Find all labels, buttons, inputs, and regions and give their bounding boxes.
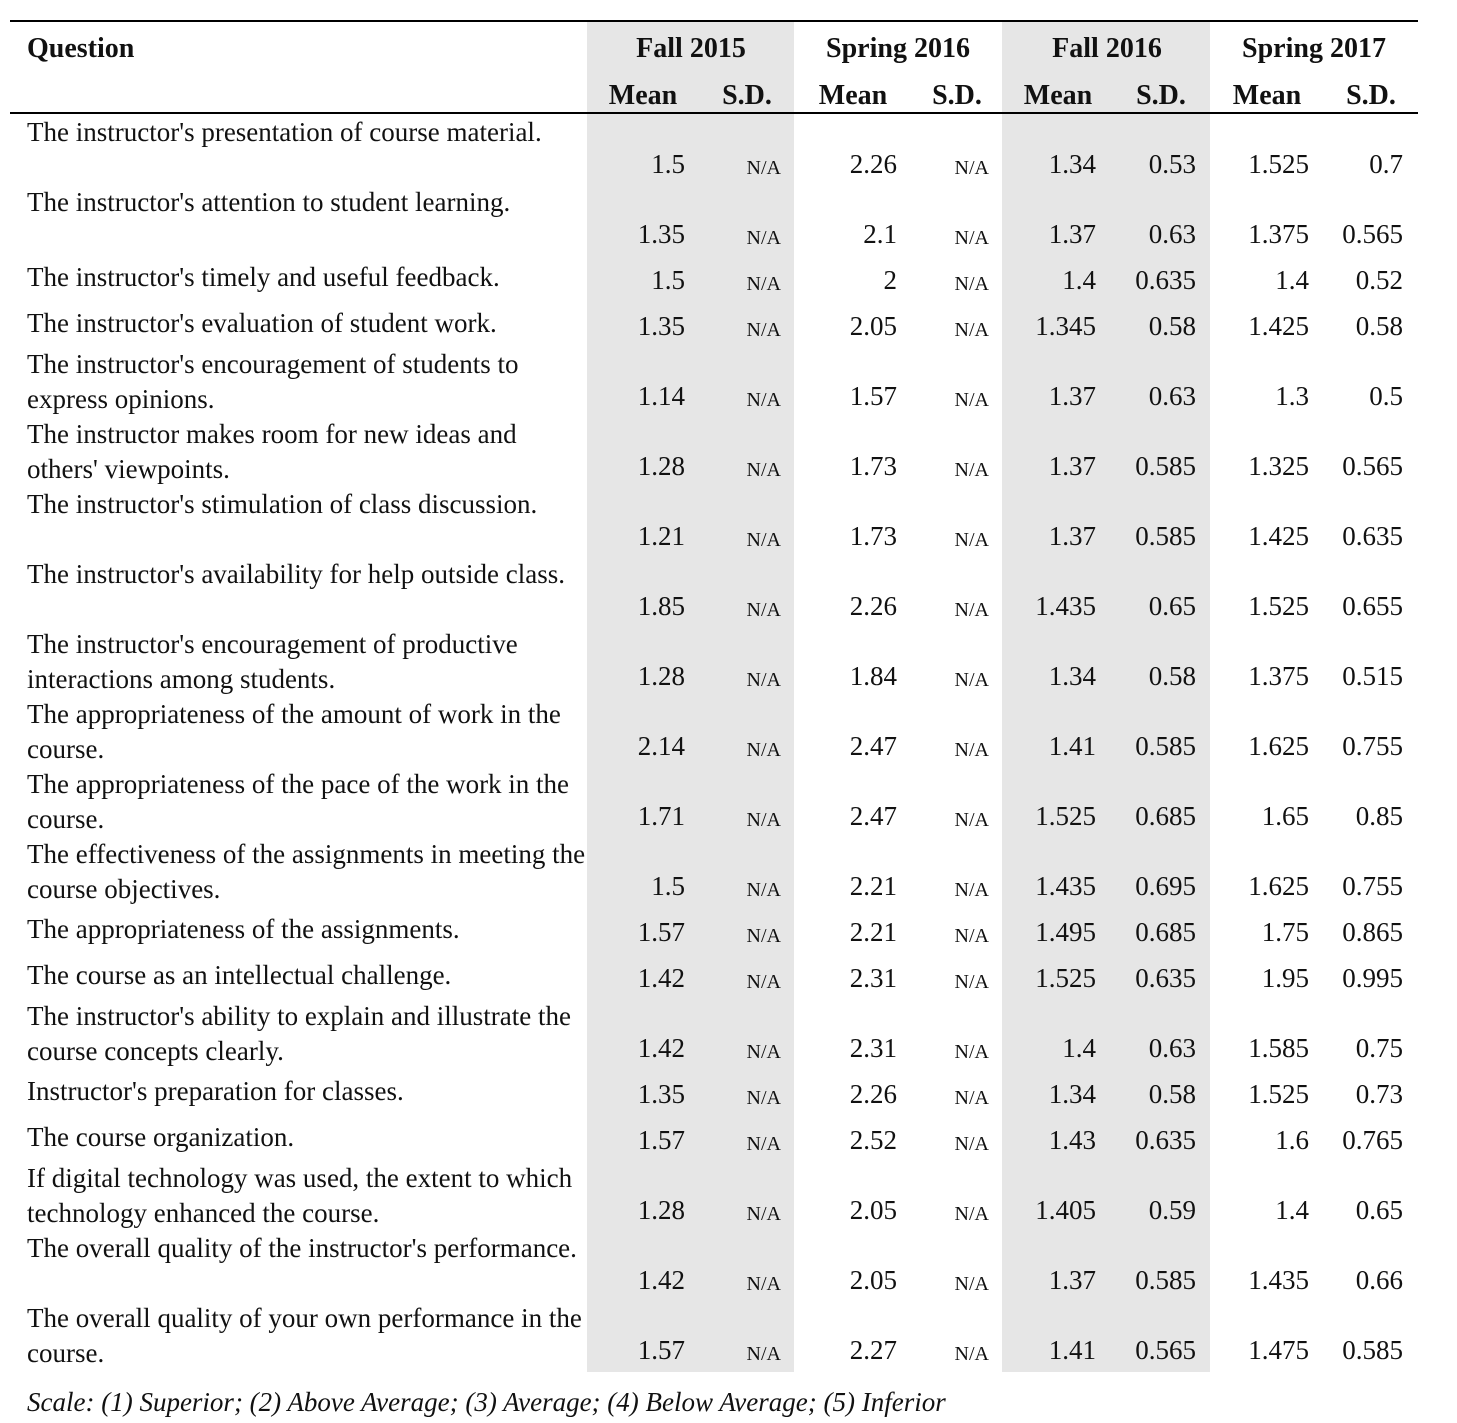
mean-cell: 1.475 — [1248, 1335, 1309, 1365]
mean-cell: 1.41 — [1048, 731, 1096, 761]
question-cell: The instructor's attention to student learning. — [27, 187, 511, 217]
mean-cell: 1.73 — [849, 521, 897, 551]
mean-cell: 2.1 — [863, 219, 897, 249]
sd-cell: 0.685 — [1135, 917, 1196, 947]
mean-subheader: Mean — [608, 80, 678, 111]
question-cell: The overall quality of the instructor's performance. — [27, 1233, 577, 1263]
mean-cell: 1.3 — [1275, 381, 1309, 411]
mean-cell: 1.4 — [1062, 265, 1096, 295]
sd-cell: N/A — [746, 739, 781, 761]
sd-cell: N/A — [746, 1087, 781, 1109]
mean-cell: 1.425 — [1248, 521, 1309, 551]
top-rule — [10, 20, 1418, 22]
mean-cell: 1.71 — [637, 801, 685, 831]
mean-cell: 1.495 — [1035, 917, 1096, 947]
question-cell: The appropriateness of the amount of work in the course. — [27, 699, 561, 764]
term-header: Spring 2017 — [1242, 33, 1386, 64]
mean-cell: 2.47 — [849, 731, 897, 761]
sd-cell: 0.58 — [1355, 311, 1403, 341]
question-cell: The instructor's presentation of course material. — [27, 117, 542, 147]
sd-cell: N/A — [746, 459, 781, 481]
mean-cell: 1.57 — [637, 1335, 685, 1365]
question-cell: The instructor makes room for new ideas and others' viewpoints. — [27, 419, 517, 484]
mean-cell: 1.525 — [1248, 1079, 1309, 1109]
sd-cell: N/A — [954, 599, 989, 621]
question-cell: The instructor's stimulation of class discussion. — [27, 489, 538, 519]
sd-cell: N/A — [746, 1343, 781, 1365]
sd-cell: N/A — [746, 319, 781, 341]
mean-cell: 2.47 — [849, 801, 897, 831]
mean-cell: 1.42 — [637, 963, 685, 993]
mean-cell: 1.345 — [1035, 311, 1096, 341]
mean-cell: 1.425 — [1248, 311, 1309, 341]
mean-cell: 1.4 — [1062, 1033, 1096, 1063]
sd-cell: N/A — [954, 319, 989, 341]
mean-cell: 1.525 — [1248, 149, 1309, 179]
sd-cell: 0.585 — [1135, 521, 1196, 551]
sd-cell: 0.565 — [1342, 219, 1403, 249]
term-header: Fall 2015 — [636, 33, 746, 64]
mean-cell: 2.52 — [849, 1125, 897, 1155]
mean-cell: 1.5 — [651, 871, 685, 901]
sd-cell: 0.63 — [1148, 219, 1196, 249]
mean-cell: 1.375 — [1248, 219, 1309, 249]
mean-cell: 1.6 — [1275, 1125, 1309, 1155]
sd-cell: N/A — [954, 809, 989, 831]
sd-cell: N/A — [746, 389, 781, 411]
mean-cell: 1.5 — [651, 149, 685, 179]
sd-cell: N/A — [746, 669, 781, 691]
mean-cell: 1.585 — [1248, 1033, 1309, 1063]
sd-cell: N/A — [746, 809, 781, 831]
mean-cell: 2.05 — [849, 1265, 897, 1295]
mean-cell: 1.37 — [1048, 381, 1096, 411]
mean-cell: 2.05 — [849, 1195, 897, 1225]
sd-cell: N/A — [954, 1087, 989, 1109]
sd-cell: N/A — [954, 227, 989, 249]
mean-cell: 1.37 — [1048, 219, 1096, 249]
sd-cell: 0.865 — [1342, 917, 1403, 947]
sd-cell: N/A — [954, 1273, 989, 1295]
mean-cell: 2.26 — [849, 591, 897, 621]
mean-cell: 1.28 — [637, 661, 685, 691]
sd-cell: N/A — [954, 669, 989, 691]
sd-cell: 0.63 — [1148, 1033, 1196, 1063]
sd-cell: N/A — [746, 925, 781, 947]
mean-subheader: Mean — [1023, 80, 1093, 111]
mean-cell: 1.4 — [1275, 1195, 1309, 1225]
sd-cell: N/A — [954, 459, 989, 481]
mean-cell: 1.42 — [637, 1033, 685, 1063]
sd-cell: N/A — [746, 273, 781, 295]
mean-cell: 1.57 — [637, 917, 685, 947]
question-cell: The instructor's evaluation of student work. — [27, 308, 497, 338]
mean-subheader: Mean — [1232, 80, 1302, 111]
sd-cell: N/A — [954, 157, 989, 179]
mean-cell: 1.75 — [1261, 917, 1309, 947]
mean-cell: 1.73 — [849, 451, 897, 481]
sd-cell: 0.66 — [1355, 1265, 1403, 1295]
sd-cell: N/A — [954, 925, 989, 947]
mean-cell: 1.34 — [1048, 149, 1096, 179]
sd-cell: N/A — [954, 739, 989, 761]
sd-cell: 0.755 — [1342, 871, 1403, 901]
sd-cell: N/A — [954, 971, 989, 993]
mean-cell: 1.95 — [1261, 963, 1309, 993]
sd-cell: 0.565 — [1342, 451, 1403, 481]
sd-cell: 0.635 — [1135, 1125, 1196, 1155]
sd-cell: 0.585 — [1135, 451, 1196, 481]
mean-cell: 1.625 — [1248, 731, 1309, 761]
mean-cell: 1.435 — [1035, 591, 1096, 621]
mean-cell: 1.34 — [1048, 661, 1096, 691]
mean-cell: 1.14 — [637, 381, 685, 411]
sd-cell: N/A — [746, 1041, 781, 1063]
sd-cell: N/A — [746, 157, 781, 179]
sd-subheader: S.D. — [932, 80, 982, 111]
mean-cell: 1.5 — [651, 265, 685, 295]
mean-cell: 1.405 — [1035, 1195, 1096, 1225]
sd-cell: 0.635 — [1342, 521, 1403, 551]
sd-cell: 0.5 — [1369, 381, 1403, 411]
scale-footnote: Scale: (1) Superior; (2) Above Average; (3) Average; (4) Below Average; (5) Inferior — [27, 1387, 946, 1417]
mean-cell: 1.65 — [1261, 801, 1309, 831]
mean-cell: 1.37 — [1048, 521, 1096, 551]
sd-subheader: S.D. — [1346, 80, 1396, 111]
sd-cell: N/A — [746, 1203, 781, 1225]
mean-cell: 1.37 — [1048, 451, 1096, 481]
sd-cell: N/A — [954, 1041, 989, 1063]
sd-cell: 0.635 — [1135, 963, 1196, 993]
mean-cell: 1.525 — [1035, 963, 1096, 993]
sd-cell: N/A — [954, 879, 989, 901]
sd-cell: 0.63 — [1148, 381, 1196, 411]
mean-cell: 2.27 — [849, 1335, 897, 1365]
sd-cell: N/A — [746, 879, 781, 901]
mean-cell: 1.525 — [1248, 591, 1309, 621]
mean-cell: 1.85 — [637, 591, 685, 621]
question-cell: The appropriateness of the pace of the work in the course. — [27, 769, 570, 834]
mean-cell: 1.35 — [637, 311, 685, 341]
mean-cell: 2.31 — [849, 1033, 897, 1063]
sd-subheader: S.D. — [1136, 80, 1186, 111]
sd-subheader: S.D. — [722, 80, 772, 111]
question-cell: The instructor's encouragement of students to express opinions. — [27, 349, 519, 414]
mean-cell: 2.21 — [849, 871, 897, 901]
sd-cell: 0.995 — [1342, 963, 1403, 993]
question-cell: Instructor's preparation for classes. — [27, 1076, 404, 1106]
mean-cell: 1.28 — [637, 451, 685, 481]
term-header: Fall 2016 — [1052, 33, 1162, 64]
question-cell: The effectiveness of the assignments in meeting the course objectives. — [27, 839, 586, 904]
mean-cell: 1.34 — [1048, 1079, 1096, 1109]
mean-cell: 1.35 — [637, 219, 685, 249]
sd-cell: 0.75 — [1355, 1033, 1403, 1063]
mean-cell: 2.31 — [849, 963, 897, 993]
sd-cell: 0.52 — [1355, 265, 1403, 295]
sd-cell: 0.565 — [1135, 1335, 1196, 1365]
mean-cell: 2.26 — [849, 1079, 897, 1109]
sd-cell: 0.585 — [1135, 1265, 1196, 1295]
sd-cell: 0.85 — [1355, 801, 1403, 831]
mean-cell: 1.41 — [1048, 1335, 1096, 1365]
term-header: Spring 2016 — [826, 33, 970, 64]
sd-cell: 0.58 — [1148, 1079, 1196, 1109]
sd-cell: 0.515 — [1342, 661, 1403, 691]
sd-cell: 0.58 — [1148, 661, 1196, 691]
mean-cell: 2.14 — [637, 731, 685, 761]
sd-cell: 0.53 — [1148, 149, 1196, 179]
sd-cell: N/A — [746, 971, 781, 993]
mean-cell: 1.4 — [1275, 265, 1309, 295]
mean-cell: 2.21 — [849, 917, 897, 947]
question-cell: The course organization. — [27, 1122, 295, 1152]
sd-cell: 0.635 — [1135, 265, 1196, 295]
header-rule — [10, 112, 1418, 114]
sd-cell: N/A — [954, 389, 989, 411]
sd-cell: N/A — [746, 227, 781, 249]
question-cell: The course as an intellectual challenge. — [27, 960, 452, 990]
sd-cell: 0.685 — [1135, 801, 1196, 831]
sd-cell: 0.585 — [1342, 1335, 1403, 1365]
mean-cell: 1.325 — [1248, 451, 1309, 481]
question-cell: The instructor's ability to explain and illustrate the course concepts clearly. — [27, 1001, 571, 1066]
mean-cell: 1.435 — [1248, 1265, 1309, 1295]
sd-cell: N/A — [954, 1343, 989, 1365]
sd-cell: 0.7 — [1369, 149, 1403, 179]
mean-cell: 1.375 — [1248, 661, 1309, 691]
sd-cell: N/A — [954, 529, 989, 551]
sd-cell: 0.755 — [1342, 731, 1403, 761]
sd-cell: 0.65 — [1148, 591, 1196, 621]
sd-cell: N/A — [746, 599, 781, 621]
question-cell: The instructor's availability for help outside class. — [27, 559, 565, 589]
mean-cell: 1.42 — [637, 1265, 685, 1295]
mean-cell: 1.435 — [1035, 871, 1096, 901]
sd-cell: N/A — [954, 1133, 989, 1155]
sd-cell: 0.655 — [1342, 591, 1403, 621]
mean-cell: 2.26 — [849, 149, 897, 179]
mean-subheader: Mean — [818, 80, 888, 111]
question-header: Question — [27, 33, 135, 64]
sd-cell: 0.59 — [1148, 1195, 1196, 1225]
sd-cell: 0.765 — [1342, 1125, 1403, 1155]
mean-cell: 1.35 — [637, 1079, 685, 1109]
question-cell: If digital technology was used, the extent to which technology enhanced the course. — [27, 1163, 573, 1228]
question-cell: The instructor's timely and useful feedback. — [27, 262, 500, 292]
mean-cell: 1.84 — [849, 661, 897, 691]
question-cell: The overall quality of your own performance in the course. — [27, 1303, 582, 1368]
mean-cell: 1.43 — [1048, 1125, 1096, 1155]
mean-cell: 2.05 — [849, 311, 897, 341]
mean-cell: 1.525 — [1035, 801, 1096, 831]
sd-cell: 0.585 — [1135, 731, 1196, 761]
sd-cell: N/A — [746, 1273, 781, 1295]
sd-cell: N/A — [954, 1203, 989, 1225]
sd-cell: 0.695 — [1135, 871, 1196, 901]
sd-cell: N/A — [746, 1133, 781, 1155]
question-cell: The instructor's encouragement of productive interactions among students. — [27, 629, 518, 694]
mean-cell: 1.57 — [637, 1125, 685, 1155]
sd-cell: 0.58 — [1148, 311, 1196, 341]
mean-cell: 1.57 — [849, 381, 897, 411]
question-cell: The appropriateness of the assignments. — [27, 914, 460, 944]
mean-cell: 2 — [883, 265, 897, 295]
mean-cell: 1.37 — [1048, 1265, 1096, 1295]
sd-cell: 0.73 — [1355, 1079, 1403, 1109]
mean-cell: 1.28 — [637, 1195, 685, 1225]
sd-cell: N/A — [746, 529, 781, 551]
sd-cell: 0.65 — [1355, 1195, 1403, 1225]
mean-cell: 1.21 — [637, 521, 685, 551]
sd-cell: N/A — [954, 273, 989, 295]
mean-cell: 1.625 — [1248, 871, 1309, 901]
